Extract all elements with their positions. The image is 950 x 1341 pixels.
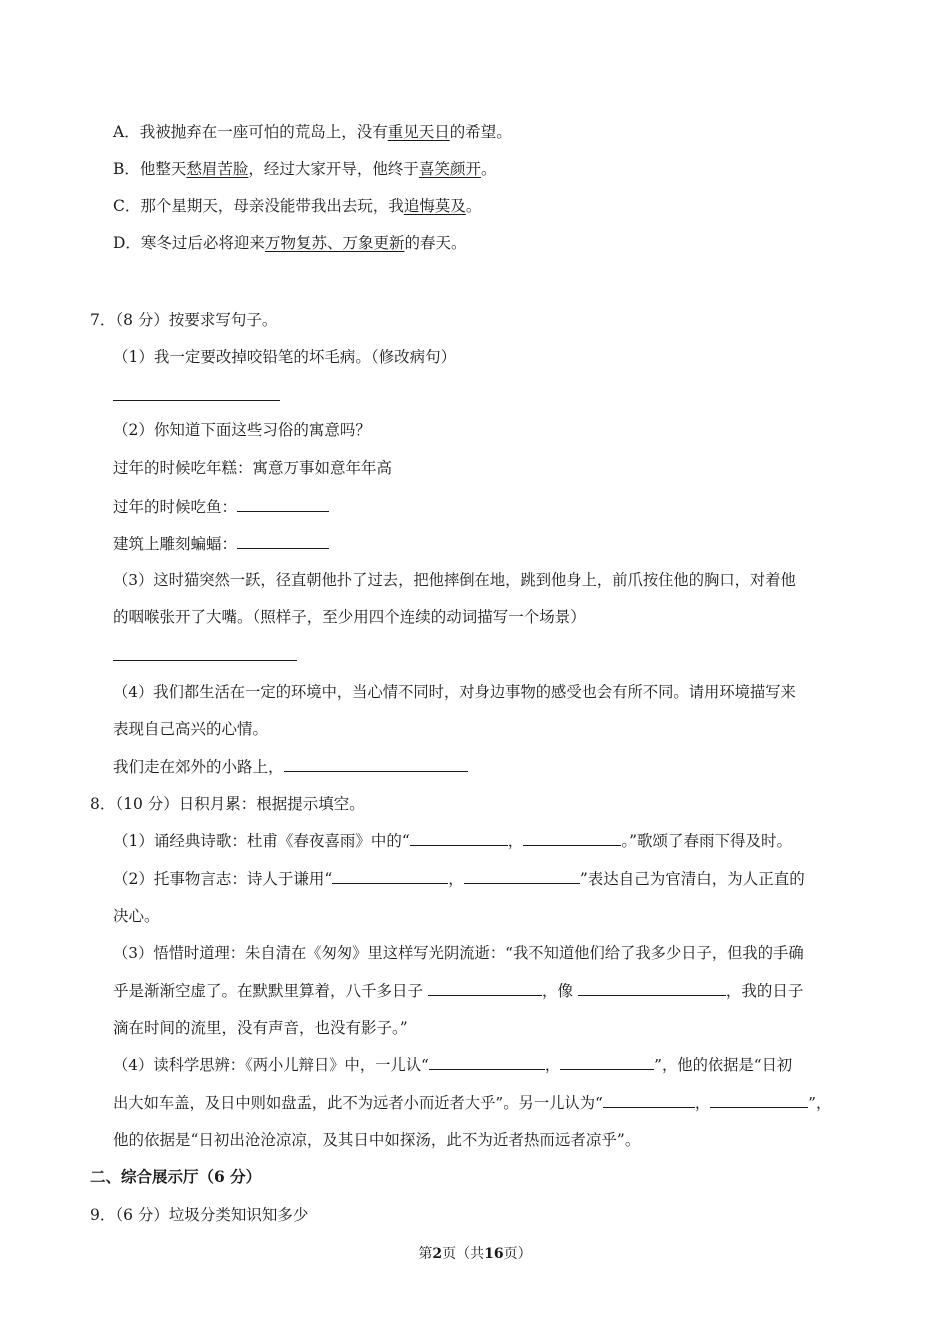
q8-part-4-line2: 出大如车盖，及日中则如盘盂，此不为远者小而近者大乎”。另一儿认为“ ， ”，	[113, 1094, 832, 1112]
q8-part-1: （1）诵经典诗歌：杜甫《春夜喜雨》中的“ ， 。”歌颂了春雨下得及时。	[113, 832, 792, 850]
fill-blank[interactable]	[578, 981, 726, 996]
option-d: D．寒冬过后必将迎来万物复苏、万象更新的春天。	[113, 234, 467, 252]
question-9-title: 9．（6 分）垃圾分类知识知多少	[90, 1206, 309, 1224]
fill-blank[interactable]	[410, 831, 508, 846]
q8-part-2-line2: 决心。	[113, 907, 160, 925]
q7-part-3-line1: （3）这时猫突然一跃，径直朝他扑了过去，把他摔倒在地，跳到他身上，前爪按住他的胸口，对着他	[113, 571, 796, 589]
underlined-idiom: 万物复苏、万象更新	[264, 234, 405, 252]
section-2-heading: 二、综合展示厅（6 分）	[90, 1167, 262, 1186]
q8-part-4-line1: （4）读科学思辨：《两小儿辩日》中，一儿认“ ， ”，他的依据是“日初	[113, 1056, 793, 1074]
fill-blank[interactable]	[332, 869, 448, 884]
fill-blank[interactable]	[560, 1055, 654, 1070]
fill-blank[interactable]	[237, 497, 329, 512]
fill-blank[interactable]	[237, 534, 329, 549]
option-c: C．那个星期天，母亲没能带我出去玩，我追悔莫及。	[113, 197, 482, 215]
fill-blank[interactable]	[523, 831, 621, 846]
q7-part-3-line2: 的咽喉张开了大嘴。（照样子，至少用四个连续的动词描写一个场景）	[113, 608, 586, 626]
q8-part-2: （2）托事物言志：诗人于谦用“ ， ”表达自己为官清白，为人正直的	[113, 870, 805, 888]
q7-part-4-line1: （4）我们都生活在一定的环境中，当心情不同时，对身边事物的感受也会有所不同。请用环境描写来	[113, 683, 796, 701]
page-number: 2	[432, 1246, 443, 1262]
underlined-idiom: 追悔莫及	[403, 197, 466, 215]
q7-part-2: （2）你知道下面这些习俗的寓意吗？	[113, 421, 371, 439]
fill-blank[interactable]	[464, 869, 580, 884]
question-7-title: 7．（8 分）按要求写句子。	[90, 311, 278, 329]
option-b: B．他整天愁眉苦脸，经过大家开导，他终于喜笑颜开。	[113, 160, 497, 178]
fill-blank[interactable]	[710, 1093, 808, 1108]
q8-part-3-line3: 滴在时间的流里，没有声音，也没有影子。”	[113, 1019, 408, 1037]
option-a: A．我被抛弃在一座可怕的荒岛上，没有重见天日的希望。	[113, 123, 512, 141]
fill-blank[interactable]	[428, 981, 542, 996]
q8-part-4-line3: 他的依据是“日初出沧沧凉凉，及其日中如探汤，此不为近者热而远者凉乎”。	[113, 1131, 641, 1149]
q8-part-3-line2: 乎是渐渐空虚了。在默默里算着，八千多日子 ，像 ，我的日子	[113, 982, 804, 1000]
page-footer: 第2页（共16页）	[418, 1246, 532, 1262]
fill-blank[interactable]	[603, 1093, 695, 1108]
underlined-idiom: 愁眉苦脸	[186, 160, 249, 178]
answer-line[interactable]	[113, 400, 280, 401]
fill-blank[interactable]	[429, 1055, 545, 1070]
q7-part-1: （1）我一定要改掉咬铅笔的坏毛病。（修改病句）	[113, 348, 457, 366]
q7-example: 过年的时候吃年糕：寓意万事如意年年高	[113, 459, 393, 477]
underlined-idiom: 重见天日	[387, 123, 450, 141]
total-pages: 16	[484, 1246, 504, 1262]
q7-bat-line: 建筑上雕刻蝙蝠：	[113, 534, 329, 554]
q7-fish-line: 过年的时候吃鱼：	[113, 497, 329, 517]
q8-part-3-line1: （3）悟惜时道理：朱自清在《匆匆》里这样写光阴流逝：“我不知道他们给了我多少日子，但我的手确	[113, 944, 804, 962]
q7-part-4-line2: 表现自己高兴的心情。	[113, 720, 269, 738]
underlined-idiom: 喜笑颜开	[418, 160, 481, 178]
q7-part-4-line3: 我们走在郊外的小路上，	[113, 757, 468, 777]
question-8-title: 8．（10 分）日积月累：根据提示填空。	[90, 795, 365, 813]
fill-blank[interactable]	[284, 757, 468, 772]
answer-line[interactable]	[113, 660, 297, 661]
